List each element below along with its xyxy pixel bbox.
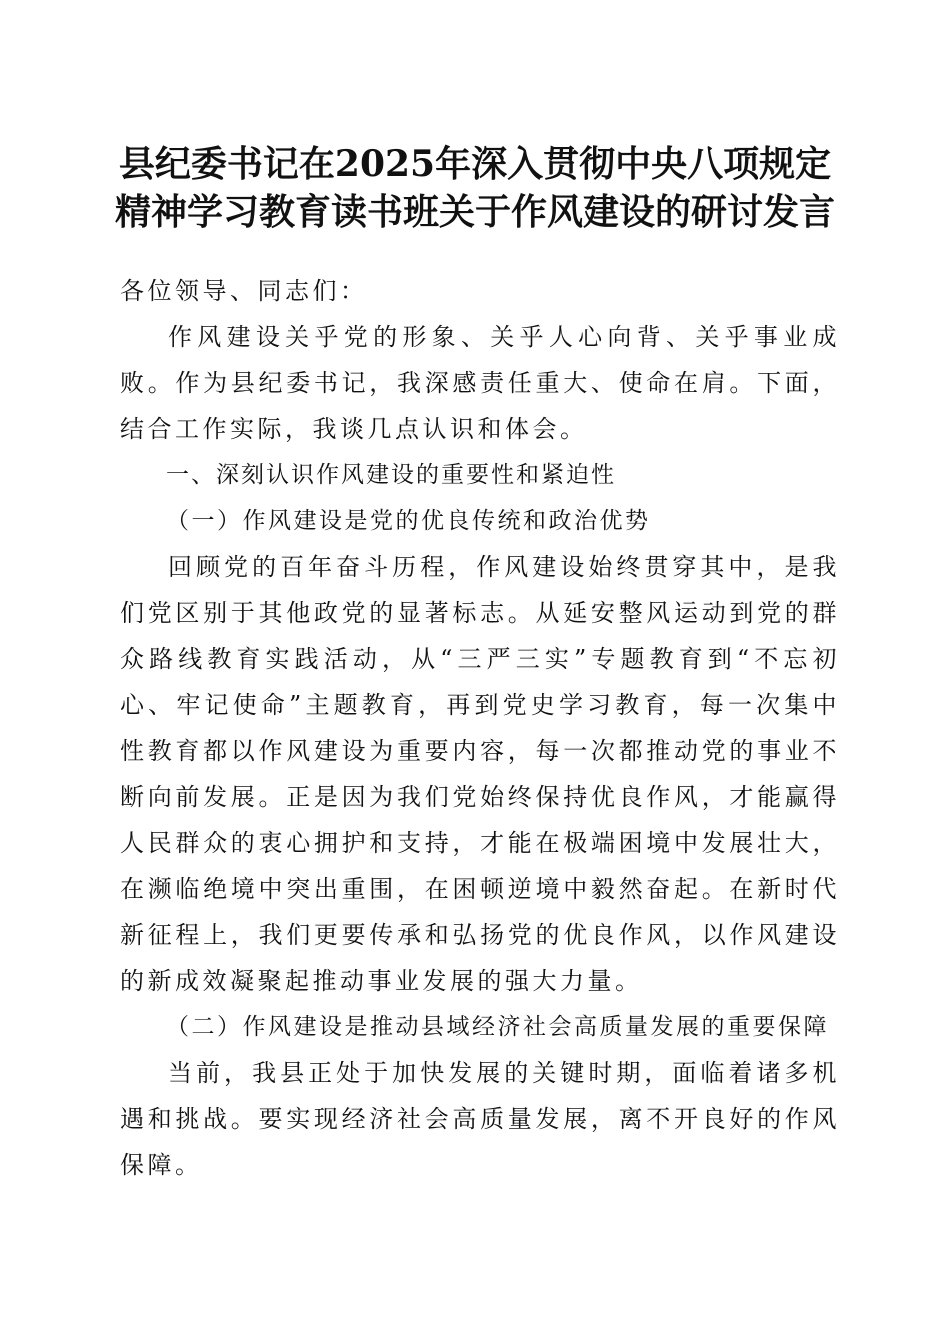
title-line-1: 县纪委书记在2025年深入贯彻中央八项规定	[118, 143, 832, 185]
document-body	[120, 268, 840, 1188]
document-title	[60, 140, 890, 236]
section-heading-1: 一、深刻认识作风建设的重要性和紧迫性	[166, 462, 616, 488]
title-line-2: 精神学习教育读书班关于作风建设的研讨发言	[114, 191, 835, 233]
subsection-1-paragraph: 回顾党的百年奋斗历程，作风建设始终贯穿其中，是我们党区别于其他政党的显著标志。从延安整风运动到党的群众路线教育实践活动，从“三严三实”专题教育到“不忘初心、牢记使命”主题教育，再到党史学习教育，每一次集中性教育都以作风建设为重要内容，每一次都推动党的事业不断向前发展。正是因为我们党始终保持优良作风，才能赢得人民群众的衷心拥护和支持，才能在极端困境中发展壮大，在濒临绝境中突出重围，在困顿逆境中毅然奋起。在新时代新征程上，我们更要传承和弘扬党的优良作风，以作风建设的新成效凝聚起推动事业发展的强大力量。	[120, 553, 840, 995]
subsection-heading-1: （一）作风建设是党的优良传统和政治优势	[166, 508, 651, 534]
salutation: 各位领导、同志们：	[120, 277, 368, 305]
subsection-heading-2: （二）作风建设是推动县域经济社会高质量发展的重要保障	[166, 1014, 829, 1040]
intro-paragraph: 作风建设关乎党的形象、关乎人心向背、关乎事业成败。作为县纪委书记，我深感责任重大、使命在肩。下面，结合工作实际，我谈几点认识和体会。	[120, 323, 840, 443]
subsection-2-paragraph: 当前，我县正处于加快发展的关键时期，面临着诸多机遇和挑战。要实现经济社会高质量发展，离不开良好的作风保障。	[120, 1059, 840, 1179]
